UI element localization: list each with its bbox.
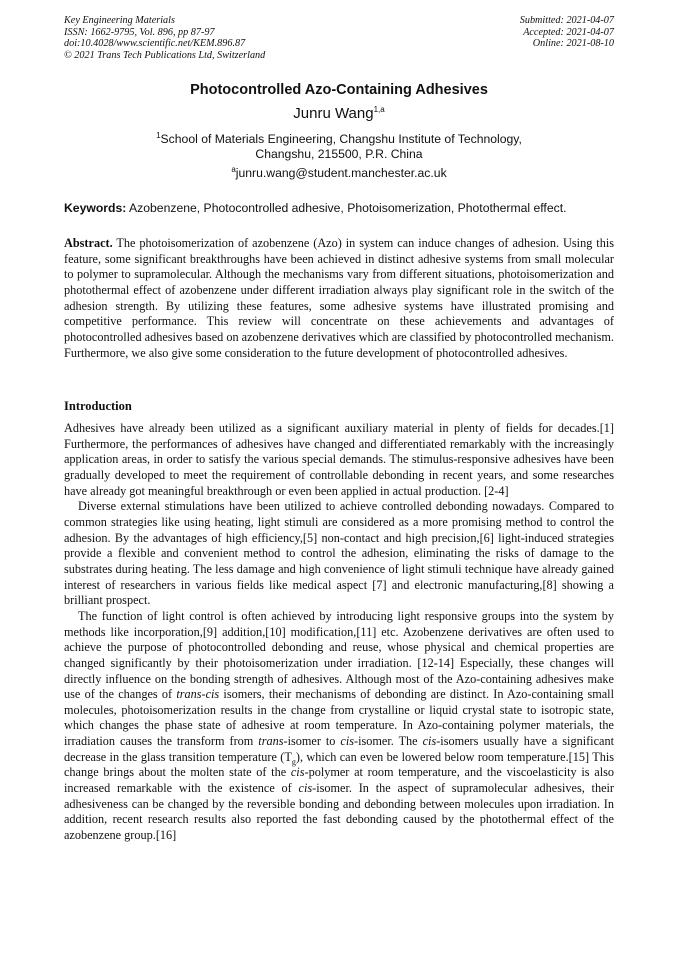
text-segment: trans	[258, 734, 284, 749]
text-segment: -polymer at room temperature, and the viscoelasticity is also increased remarkable with the existence of	[64, 765, 615, 796]
text-segment: isomers, their mechanisms of debonding are distinct. In Azo-containing small molecules, photoisomerization results in the change from crystalline or liquid crystal state to isotropic state, which changes the phase state of adhesive at room temperature. In Azo-containing polymer materials, the irradiation causes the transform from	[64, 687, 614, 749]
text-segment: ), which can even be lowered below room temperature.[15] This change brings about the molten state of the	[64, 749, 614, 780]
affiliation-sup: 1	[156, 130, 161, 140]
keywords	[64, 201, 624, 215]
publication-dates	[520, 15, 614, 50]
abstract-text: The photoisomerization of azobenzene (Azo) in system can induce changes of adhesion. Using this feature, some significant breakthroughs have been achieved in distinct adhesive systems from small molecular to polymer to supramolecular. Although the mechanisms vary from different situations, photoisomerization and photothermal effect of azobenzene under different irradiation always play significant role in the switch of the adhesion strength. By utilizing these features, some adhesive systems have illustrated promising and competitive performance. This review will concentrate on these achievements and advantages of photocontrolled adhesives based on azobenzene derivatives which are classified by photocontrolled mechanism. Furthermore, we also give some consideration to the future development of photocontrolled adhesives.	[64, 236, 614, 360]
paper-title: Photocontrolled Azo-Containing Adhesives	[190, 82, 488, 98]
keywords-text: Azobenzene, Photocontrolled adhesive, Photoisomerization, Photothermal effect.	[126, 201, 567, 215]
text-segment: g	[291, 757, 296, 767]
text-segment: cis	[422, 734, 437, 749]
submitted-date: Submitted: 2021-04-07	[519, 15, 614, 26]
affiliation-line2: Changshu, 215500, P.R. China	[255, 147, 423, 161]
affiliation	[0, 132, 678, 162]
paragraph	[64, 421, 614, 499]
section-heading-introduction: Introduction	[64, 399, 132, 413]
text-segment: -isomer. In the aspect of supramolecular adhesives, their adhesiveness can be changed by the reversible bonding and debonding between molecules upon irradiation. In addition, recent research results also reported the fast debonding caused by the photothermal effect of the azobenzene group.[16]	[64, 781, 615, 843]
keywords-label: Keywords:	[64, 201, 127, 215]
copyright: © 2021 Trans Tech Publications Ltd, Switzerland	[64, 49, 266, 61]
email-sup: a	[231, 164, 236, 174]
affiliation-line1: School of Materials Engineering, Changshu Institute of Technology,	[160, 132, 522, 146]
text-segment: -isomer to	[283, 734, 341, 749]
abstract-label: Abstract.	[64, 236, 113, 250]
author	[0, 105, 678, 122]
text-segment: cis	[298, 781, 313, 796]
author-name: Junru Wang	[293, 105, 374, 122]
email-address: junru.wang@student.manchester.ac.uk	[235, 166, 447, 180]
text-segment: cis	[290, 765, 305, 780]
email	[0, 166, 678, 180]
text-segment: -isomers usually have a significant decrease in the glass transition temperature (T	[64, 734, 614, 764]
journal-info	[64, 15, 265, 61]
issn-volume: ISSN: 1662-9795, Vol. 896, pp 87-97	[64, 26, 215, 38]
abstract	[64, 236, 614, 361]
accepted-date: Accepted: 2021-04-07	[523, 26, 614, 38]
text-segment: Adhesives have already been utilized as a significant auxiliary material in plenty of fields for decades.[1] Furthermore, the performances of adhesives have changed and differentiated remarkably with the increasingly application areas, in order to satisfy the various special demands. The stimulus-responsive adhesives have been gradually developed to meet the requirement of controllable debonding in recent years, and some researches have already got meaningful breakthrough or even been applied in actual production. [2-4]	[64, 421, 614, 498]
text-segment: -isomer. The	[354, 734, 423, 749]
text-segment: Diverse external stimulations have been utilized to achieve controlled debonding nowadays. Compared to common strategies like using heating, light stimuli are considered as a more promising method to control the adhesion. By the advantages of high efficiency,[5] non-contact and high precision,[6] light-induced strategies provide a flexible and convenient method to control the adhesion, eliminating the risks of damage to the substrates during heating. The less damage and high convenience of light stimuli technique have already gained interest of researchers in various fields like medical aspect [7] and electronic manufacturing,[8] showing a brilliant prospect.	[64, 499, 614, 608]
author-sup: 1,a	[373, 105, 385, 114]
online-date: Online: 2021-08-10	[532, 38, 614, 50]
paragraph	[64, 499, 614, 609]
doi: doi:10.4028/www.scientific.net/KEM.896.87	[64, 38, 246, 50]
text-segment: trans-cis	[176, 687, 220, 702]
text-segment: The function of light control is often achieved by introducing light responsive groups into the system by methods like incorporation,[9] addition,[10] modification,[11] etc. Azobenzene derivatives are often used to achieve the purpose of photocontrolled debonding and reuse, whose physical and chemical properties are changed significantly by their photoisomerization under irradiation. [12-14] Especially, these changes will directly influence on the bonding strength of adhesives. Although most of the Azo-containing adhesives make use of the changes of	[64, 608, 614, 702]
text-segment: cis	[340, 734, 355, 749]
introduction-body	[64, 421, 614, 844]
paragraph	[64, 609, 614, 844]
journal-name: Key Engineering Materials	[64, 15, 175, 26]
